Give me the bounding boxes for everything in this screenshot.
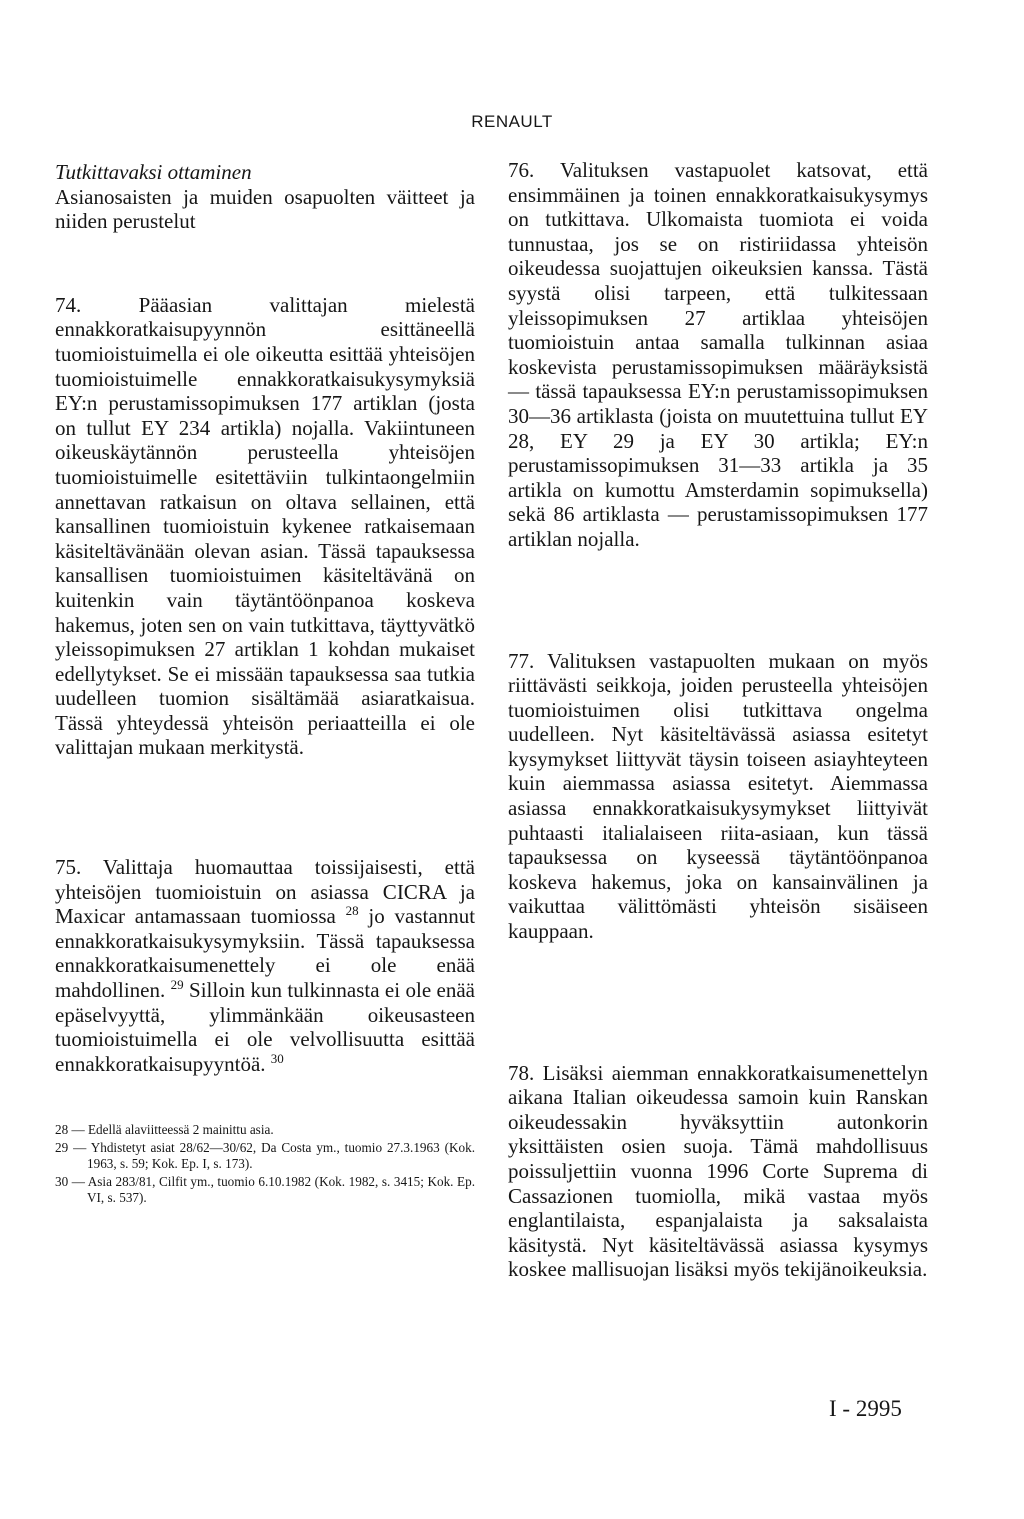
- paragraph-text: Lisäksi aiemman ennakkoratkaisumenettelyn aikana Italian oikeudessa samoin kuin Ranskan oikeudessakin hyväksyttiin autonkorin yksittäisten osien suoja. Tämä mahdollisuus poissuljettiin vuonna 1996 Corte Suprema di Cassazionen tuomiolla, mikä vastaa myös englantilaista, espanjalaista ja saksalaista käsitystä. Nyt käsiteltävässä asiassa kysymys koskee mallisuojan lisäksi myös tekijänoikeuksia.: [508, 1060, 929, 1282]
- footnote-29: 29 — Yhdistetyt asiat 28/62—30/62, Da Costa ym., tuomio 27.3.1963 (Kok. 1963, s. 59; Kok. Ep. I, s. 173).: [55, 1140, 475, 1172]
- footnote-ref-30[interactable]: 30: [270, 1050, 284, 1066]
- running-header: RENAULT: [471, 112, 553, 131]
- paragraph-text: Valittaja huomauttaa toissijaisesti, että yhteisöjen tuomioistuin on asiassa CICRA ja Maxicar antamassaan tuomiossa: [55, 855, 475, 929]
- paragraph-number: 74.: [55, 292, 82, 317]
- paragraph-75: [55, 855, 475, 1076]
- paragraph-74: [55, 293, 475, 760]
- paragraph-number: 76.: [508, 158, 535, 182]
- subheading: Asianosaisten ja muiden osapuolten väitteet ja niiden perustelut: [55, 184, 475, 234]
- paragraph-text: Pääasian valittajan mielestä ennakkoratkaisupyynnön esittäneellä tuomioistuimella ei ole oikeutta esittää yhteisöjen tuomioistuimelle ennakkoratkaisukysymyksiä EY:n perustamissopimuksen 177 artiklan (josta on tullut EY 234 artikla) nojalla. Vakiintuneen oikeuskäytännön perusteella yhteisöjen tuomioistuimelle esitettäviin tulkintaongelmiin annettavan ratkaisun on oltava sellainen, että kansallinen tuomioistuin kykenee ratkaisemaan käsiteltävänään olevan asian. Tässä tapauksessa kansallisen tuomioistuimen käsiteltävänä on kuitenkin vain täytäntöönpanoa koskeva hakemus, joten sen on vain tutkittava, täyttyvätkö yleissopimuksen 27 artiklan 1 kohdan mukaiset edellytykset. Se ei missään tapauksessa saa tutkia uudelleen tuomion sisältämää asiaratkaisua. Tässä yhteydessä yhteisön periaatteilla ei ole valittajan mukaan merkitystä.: [55, 292, 475, 760]
- paragraph-78: [508, 1061, 928, 1282]
- paragraph-text: Silloin kun tulkinnasta ei ole enää epäselvyyttä, ylimmänkään oikeusasteen tuomioistuimella ei ole velvollisuutta esittää ennakkoratkaisupyyntöä.: [55, 978, 475, 1076]
- footnote-ref-29[interactable]: 29: [170, 977, 184, 993]
- paragraph-number: 75.: [55, 855, 82, 880]
- paragraph-number: 78.: [508, 1060, 535, 1085]
- footnote-30: 30 — Asia 283/81, Cilfit ym., tuomio 6.10.1982 (Kok. 1982, s. 3415; Kok. Ep. VI, s. 537).: [55, 1174, 475, 1206]
- footnotes: [55, 1122, 475, 1206]
- paragraph-text: Valituksen vastapuolten mukaan on myös riittävästi seikkoja, joiden perusteella yhteisöjen tuomioistuimen olisi tutkittava ongelma uudelleen. Nyt käsiteltävässä asiassa esitetyt kysymykset liittyvät täysin toiseen asiayhteyteen kuin aiemmassa asiassa esitetyt. Aiemmassa asiassa ennakkoratkaisukysymykset liittyivät puhtaasti italialaiseen riita-asiaan, kun tässä tapauksessa on kyseessä täytäntöönpanoa koskeva hakemus, joka on kansainvälinen ja vaikuttaa välittömästi yhteisön sisäiseen kauppaan.: [508, 648, 928, 944]
- paragraph-77: [508, 649, 928, 944]
- footnote-28: 28 — Edellä alaviitteessä 2 mainittu asia.: [55, 1122, 274, 1138]
- page-number: I - 2995: [829, 1396, 902, 1421]
- paragraph-number: 77.: [508, 648, 535, 673]
- footnote-ref-28[interactable]: 28: [345, 903, 359, 919]
- paragraph-text: Valituksen vastapuolet katsovat, että ensimmäinen ja toinen ennakkoratkaisukysymys on tutkittava. Ulkomaista tuomiota ei voida tunnustaa, jos se on ristiriidassa yhteisön oikeudessa suojattujen oikeuksien kanssa. Tästä syystä olisi tarpeen, että tulkitessaan yleissopimuksen 27 artiklaa yhteisöjen tuomioistuin antaa samalla tulkinnan asiaa koskevista perustamissopimuksen määräyksistä — tässä tapauksessa EY:n perustamissopimuksen 30—36 artiklasta (joista on muutettuina tullut EY 28, EY 29 ja EY 30 artikla; EY:n perustamissopimuksen 31—33 artikla ja 35 artikla on kumottu Amsterdamin sopimuksella) sekä 86 artiklasta — perustamissopimuksen 177 artiklan nojalla.: [508, 158, 929, 551]
- paragraph-text: jo vastannut ennakkoratkaisukysymyksiin. Tässä tapauksessa ennakkoratkaisumenettely ei ole enää mahdollinen.: [55, 904, 476, 1003]
- section-title: Tutkittavaksi ottaminen: [55, 160, 252, 184]
- paragraph-76: [508, 158, 928, 552]
- right-column: [508, 158, 928, 1282]
- left-column: [55, 160, 475, 1208]
